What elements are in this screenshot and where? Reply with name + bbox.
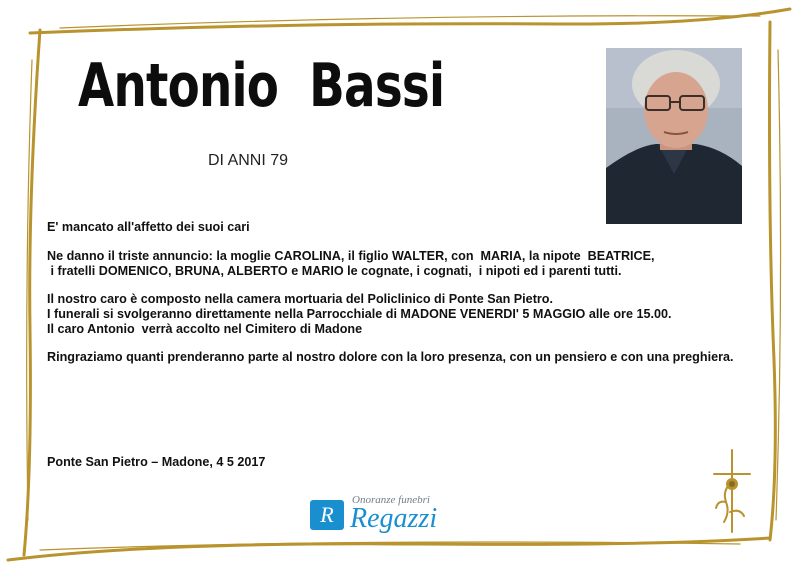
place-date: Ponte San Pietro – Madone, 4 5 2017 [47, 455, 266, 469]
logo-initial-badge: R [310, 500, 344, 530]
funeral-info: I funerali si svolgeranno direttamente nella Parrocchiale di MADONE VENERDI' 5 MAGGIO alle ore 15.00. [47, 307, 672, 321]
funeral-home-logo [310, 494, 480, 536]
thanks-line: Ringraziamo quanti prenderanno parte al nostro dolore con la loro presenza, con un pensiero e con una preghiera. [47, 350, 734, 364]
viewing-info: Il nostro caro è composto nella camera mortuaria del Policlinico di Ponte San Pietro. [47, 292, 553, 306]
logo-tagline: Onoranze funebri [352, 494, 430, 506]
announcement-line-2: i fratelli DOMENICO, BRUNA, ALBERTO e MARIO le cognate, i cognati, i nipoti ed i parenti tutti. [47, 264, 622, 278]
intro-line: E' mancato all'affetto dei suoi cari [47, 220, 250, 234]
cross-with-rose-icon [706, 446, 758, 536]
portrait-photo [606, 48, 742, 224]
announcement-line-1: Ne danno il triste annuncio: la moglie CAROLINA, il figlio WALTER, con MARIA, la nipote BEATRICE, [47, 249, 655, 263]
deceased-age: DI ANNI 79 [208, 152, 289, 169]
deceased-name: Antonio Bassi [78, 51, 445, 121]
burial-info: Il caro Antonio verrà accolto nel Cimitero di Madone [47, 322, 363, 336]
logo-name: Regazzi [350, 503, 438, 534]
